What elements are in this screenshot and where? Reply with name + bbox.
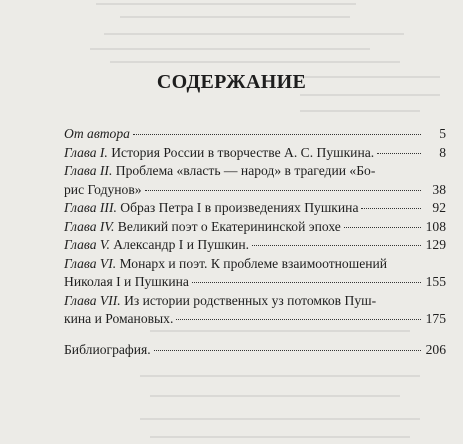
- dot-leader: [361, 208, 421, 209]
- spacer: [64, 329, 446, 341]
- chapter-title-continued: кина и Романовых.: [64, 311, 174, 326]
- chapter-label: Глава IV.: [64, 218, 115, 234]
- toc-line-text: [64, 162, 375, 181]
- chapter-label: Глава III.: [64, 200, 117, 215]
- chapter-label: Глава I.: [64, 144, 108, 160]
- chapter-label: Глава II.: [64, 163, 113, 178]
- chapter-label: От автора: [64, 126, 130, 141]
- toc-line: [64, 218, 446, 237]
- dot-leader: [252, 245, 421, 246]
- toc-line: [64, 125, 446, 144]
- page-number: 38: [432, 181, 446, 197]
- toc-entry-chapter-2: [64, 162, 446, 199]
- toc-entry-author: [64, 125, 446, 144]
- toc-line: [64, 199, 446, 218]
- chapter-title: Образ Петра I в произведениях Пушкина: [116, 200, 359, 215]
- dot-leader: [145, 190, 421, 191]
- toc-entry-bibliography: [64, 341, 446, 360]
- toc-line-continuation: [64, 273, 446, 292]
- toc-line-continuation: [64, 181, 446, 200]
- dot-leader: [344, 227, 421, 228]
- chapter-title: Александр I и Пушкин.: [109, 237, 250, 252]
- chapter-label: Глава VI.: [64, 255, 117, 271]
- chapter-title: Великий поэт о Екатерининской эпохе: [114, 218, 341, 234]
- toc-entry-chapter-5: [64, 236, 446, 255]
- toc-line: [64, 162, 446, 181]
- chapter-label: Глава VII.: [64, 292, 121, 308]
- dot-leader: [192, 282, 421, 283]
- chapter-label: Глава V.: [64, 237, 110, 252]
- toc-line: [64, 341, 446, 360]
- chapter-title: История России в творчестве А. С. Пушкина.: [107, 144, 375, 160]
- dot-leader: [154, 350, 421, 351]
- toc-line-text: [64, 236, 249, 255]
- chapter-title: Монарх и поэт. К проблеме взаимоотношений: [116, 255, 388, 271]
- toc-line: [64, 255, 446, 274]
- toc-line-continuation: [64, 310, 446, 329]
- chapter-title-continued: Николая I и Пушкина: [64, 274, 189, 289]
- toc-line: [64, 292, 446, 311]
- toc-line-text: [64, 255, 387, 274]
- toc-line-text: [64, 292, 376, 311]
- page-number: 129: [425, 237, 446, 252]
- toc-line-text: [64, 125, 130, 144]
- page-number: 155: [425, 274, 446, 289]
- toc-line: [64, 236, 446, 255]
- page-number: 8: [439, 144, 446, 160]
- toc-line-text: [64, 144, 374, 163]
- toc-entry-chapter-4: [64, 218, 446, 237]
- page-number: 5: [439, 126, 446, 141]
- page-title: СОДЕРЖАНИЕ: [156, 71, 307, 93]
- dot-leader: [176, 319, 421, 320]
- dot-leader: [377, 153, 421, 154]
- page-number: 108: [425, 218, 446, 234]
- table-of-contents: [64, 125, 446, 359]
- chapter-title: Из истории родственных уз потомков Пуш-: [120, 292, 377, 308]
- toc-entry-chapter-3: [64, 199, 446, 218]
- dot-leader: [133, 134, 421, 135]
- bibliography-label: Библиография.: [64, 341, 151, 357]
- page-number: 206: [425, 341, 446, 357]
- toc-entry-chapter-7: [64, 292, 446, 329]
- toc-line-text: [64, 199, 358, 218]
- toc-entry-chapter-6: [64, 255, 446, 292]
- chapter-title-continued: рис Годунов»: [64, 181, 142, 197]
- toc-line-text: [64, 218, 341, 237]
- page-number: 92: [432, 200, 446, 215]
- toc-entry-chapter-1: [64, 144, 446, 163]
- chapter-title: Проблема «власть — народ» в трагедии «Бо-: [112, 163, 376, 178]
- toc-line: [64, 144, 446, 163]
- page-number: 175: [425, 311, 446, 326]
